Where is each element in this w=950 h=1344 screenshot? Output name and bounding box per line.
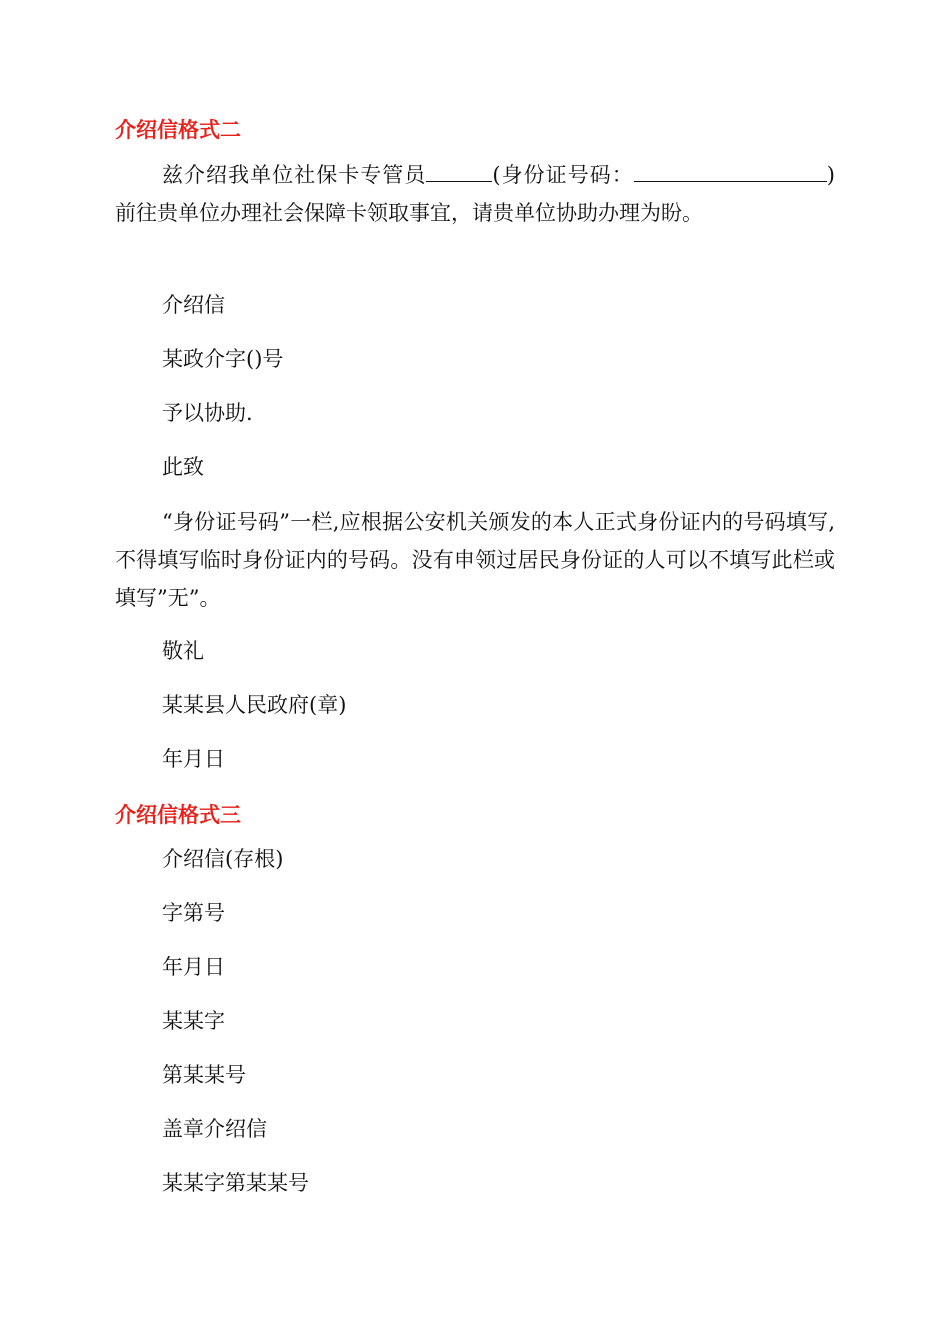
id-number-blank [634,161,827,182]
intro-text-end: )前往贵单位办理社会保障卡领取事宜，请贵单位协助办理为盼。 [115,163,835,225]
issuer-line: 某某县人民政府(章) [162,693,347,717]
stub-order: 第某某号 [162,1063,246,1087]
section-heading-format-3: 介绍信格式三 [115,803,241,827]
id-note-paragraph: “身份证号码”一栏,应根据公安机关颁发的本人正式身份证内的号码填写,不得填写临时身份证内的号码。没有申领过居民身份证的人可以不填写此栏或填写”无”。 [115,510,835,610]
section-heading-format-2: 介绍信格式二 [115,118,241,142]
stub-number: 字第号 [162,901,225,925]
stamped-letter-number: 某某字第某某号 [162,1171,309,1195]
stamped-letter-line: 盖章介绍信 [162,1117,267,1141]
name-blank [426,161,492,182]
letter-number: 某政介字()号 [162,347,284,371]
regards-line: 敬礼 [162,639,204,663]
stub-date: 年月日 [162,955,225,979]
assist-line: 予以协助. [162,401,253,425]
date-line: 年月日 [162,747,225,771]
intro-paragraph [115,156,835,232]
letter-title: 介绍信 [162,293,225,317]
intro-text-start: 兹介绍我单位社保卡专管员 [162,163,427,187]
salutation-line: 此致 [162,455,204,479]
intro-text-id-label: (身份证号码： [492,163,634,187]
stub-word: 某某字 [162,1009,225,1033]
stub-title: 介绍信(存根) [162,847,284,871]
